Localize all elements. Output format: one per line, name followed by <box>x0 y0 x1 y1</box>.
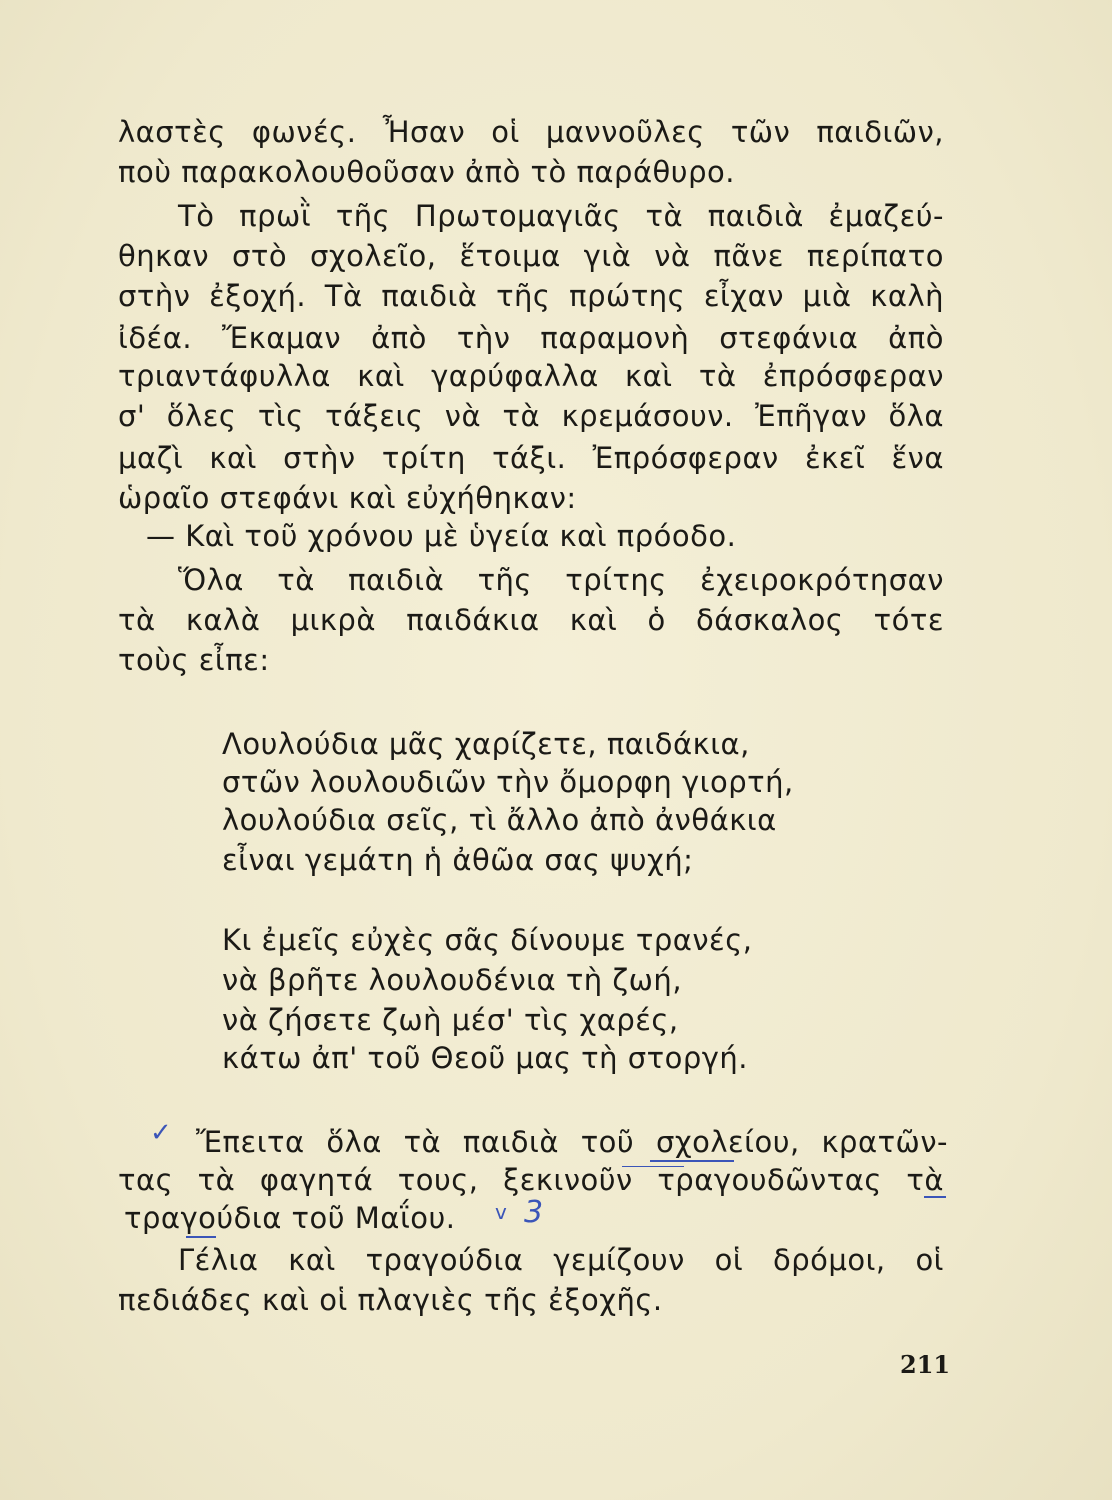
text-line: τας τὰ φαγητά τους, ξεκινοῦν τραγουδῶντας τὰ <box>118 1163 944 1197</box>
text-line: τοὺς εἶπε: <box>118 643 270 677</box>
text-line: Γέλια καὶ τραγούδια γεμίζουν οἱ δρόμοι, οἱ <box>178 1243 944 1277</box>
verse-line: εἶναι γεμάτη ἡ ἀθῶα σας ψυχή; <box>222 843 694 877</box>
margin-note: 3 <box>524 1195 544 1230</box>
checkmark-icon: ✓ <box>150 1118 172 1148</box>
tick-mark: v <box>495 1200 507 1224</box>
text-line: πεδιάδες καὶ οἱ πλαγιὲς τῆς ἐξοχῆς. <box>118 1283 663 1317</box>
verse-line: νὰ ζήσετε ζωὴ μέσ' τὶς χαρές, <box>222 1003 679 1037</box>
text-line: ποὺ παρακολουθοῦσαν ἀπὸ τὸ παράθυρο. <box>118 155 735 189</box>
text-line: τὰ καλὰ μικρὰ παιδάκια καὶ ὁ δάσκαλος τότε <box>118 603 944 637</box>
pen-underline <box>186 1236 216 1238</box>
verse-line: λουλούδια σεῖς, τὶ ἄλλο ἀπὸ ἀνθάκια <box>222 803 777 837</box>
pen-underline <box>650 1160 734 1162</box>
text-line: μαζὶ καὶ στὴν τρίτη τάξι. Ἐπρόσφεραν ἐκεῖ ἕνα <box>118 441 944 475</box>
text-line: σ' ὅλες τὶς τάξεις νὰ τὰ κρεμάσουν. Ἐπῆγαν ὅλα <box>118 399 944 433</box>
text-line: στὴν ἐξοχή. Τὰ παιδιὰ τῆς πρώτης εἶχαν μιὰ καλὴ <box>118 279 944 313</box>
verse-line: Λουλούδια μᾶς χαρίζετε, παιδάκια, <box>222 727 750 761</box>
verse-line: νὰ βρῆτε λουλουδένια τὴ ζωή, <box>222 963 683 997</box>
text-line: τραγούδια τοῦ Μαΐου. <box>124 1201 456 1235</box>
text-line: ἰδέα. Ἔκαμαν ἀπὸ τὴν παραμονὴ στεφάνια ἀπὸ <box>118 321 944 355</box>
pen-dash <box>924 1196 946 1198</box>
text-line: Ὅλα τὰ παιδιὰ τῆς τρίτης ἐχειροκρότησαν <box>178 563 944 597</box>
text-line: Τὸ πρωῒ τῆς Πρωτομαγιᾶς τὰ παιδιὰ ἐμαζεύ- <box>178 199 944 233</box>
pen-overline <box>622 1166 684 1167</box>
verse-line: κάτω ἀπ' τοῦ Θεοῦ μας τὴ στοργή. <box>222 1041 748 1075</box>
verse-line: Κι ἐμεῖς εὐχὲς σᾶς δίνουμε τρανές, <box>222 923 753 957</box>
text-line: ὡραῖο στεφάνι καὶ εὐχήθηκαν: <box>118 481 577 515</box>
page-number: 211 <box>900 1350 951 1379</box>
text-line: Ἔπειτα ὅλα τὰ παιδιὰ τοῦ σχολείου, κρατῶν- <box>196 1125 948 1159</box>
text-line: λαστὲς φωνές. Ἦσαν οἱ μαννοῦλες τῶν παιδιῶν, <box>118 115 944 149</box>
verse-line: στῶν λουλουδιῶν τὴν ὄμορφη γιορτή, <box>222 765 794 799</box>
text-line: τριαντάφυλλα καὶ γαρύφαλλα καὶ τὰ ἐπρόσφεραν <box>118 359 944 393</box>
dialogue-line: — Καὶ τοῦ χρόνου μὲ ὑγεία καὶ πρόοδο. <box>146 519 737 553</box>
text-line: θηκαν στὸ σχολεῖο, ἕτοιμα γιὰ νὰ πᾶνε περίπατο <box>118 239 944 273</box>
